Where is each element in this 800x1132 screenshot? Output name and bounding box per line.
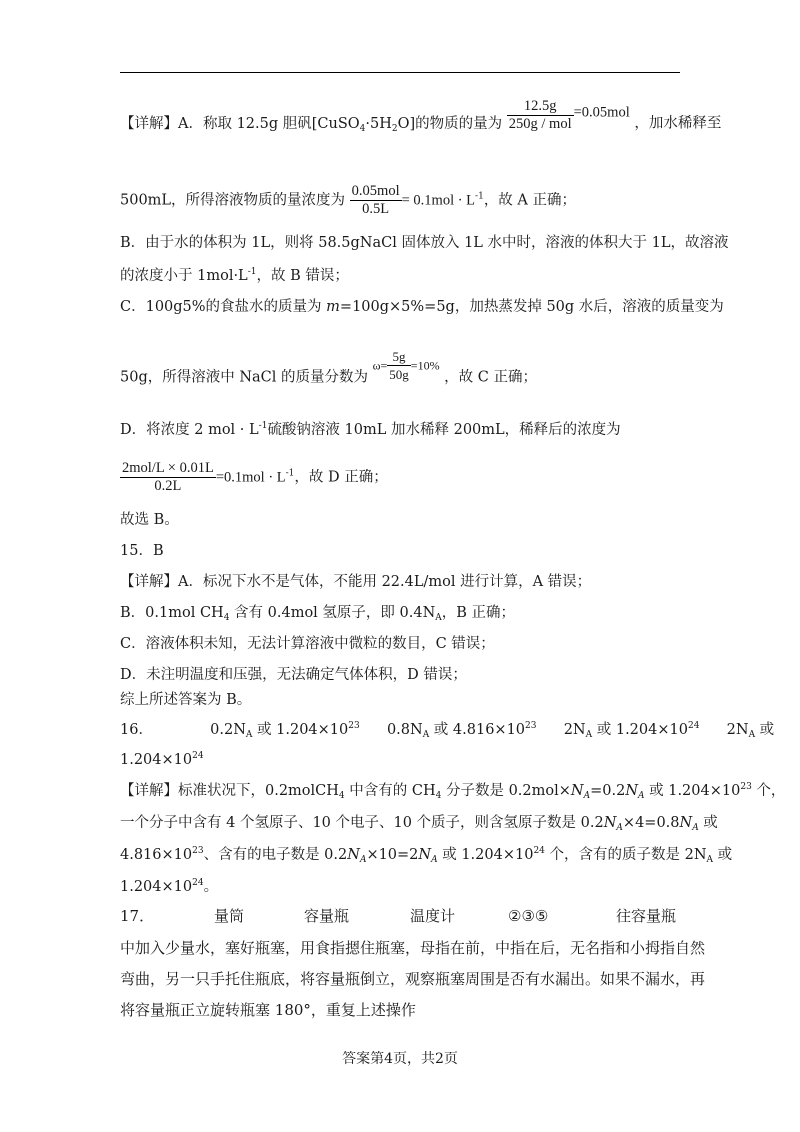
q14-line-a: 【详解】A．称取 12.5g 胆矾$[CuSO_4\cdot 5H_2O]$的物质的量为 $\frac{12.5g}{\text{250g / mol}}$ =0.05mol ，加水稀释至 (120, 98, 722, 134)
q17-line4: 将容量瓶正立旋转瓶塞 180°，重复上述操作 (120, 1001, 416, 1019)
q14-line-b1: B．由于水的体积为 1L，则将 58.5gNaCl 固体放入 1L 水中时，溶液的体积大于 1L，故溶液 (120, 235, 729, 251)
q14-line-c1: C．100g5%的食盐水的质量为 m=100g×5%=5g，加热蒸发掉 50g 水后，溶液的质量变为 (120, 299, 724, 315)
q14-line-d2: $\frac{\text{2mol/L × 0.01L}}{0.2L}$ $=0.1mol \cdot L^{-1}$，故 D 正确； (122, 460, 388, 494)
q17-line2: 中加入少量水，塞好瓶塞，用食指摁住瓶塞，母指在前，中指在后，无名指和小拇指自然 (120, 939, 706, 957)
q15-number: 15．B (120, 543, 164, 559)
q15-detail-c: C．溶液体积未知，无法计算溶液中微粒的数目，C 错误； (120, 636, 495, 652)
fraction-a2: $\frac{\text{0.05mol}}{0.5L}$ (351, 183, 400, 217)
q16-answers-line2: $1.204\times 10^{24}$ (120, 751, 204, 768)
q17-line3: 弯曲，另一只手托住瓶底，将容量瓶倒立，观察瓶塞周围是否有水漏出。如果不漏水，再 (120, 970, 706, 988)
q15-detail-b: B．0.1mol $CH_4$ 含有 0.4mol 氢原子，即 $0.4N_A$，B 正确； (120, 605, 516, 623)
q15-detail-a: 【详解】A．标况下水不是气体，不能用 22.4L/mol 进行计算，A 错误； (120, 574, 592, 590)
q16-detail-1: 【详解】标准状况下，0.2molCH$_4$ 中含有的 $CH_4$ 分子数是 $0.2mol\times N_A=0.2N_A$ 或 $1.204\times 10^{23}$ 个， (120, 782, 786, 801)
q14-conclusion: 故选 B。 (120, 512, 179, 528)
q14-line-a2: 500mL，所得溶液物质的量浓度为 $\frac{\text{0.05mol}}{0.5L}$ = $0.1mol \cdot L^{-1}$，故 A 正确； (120, 183, 577, 217)
q15-conclusion: 综上所述答案为 B。 (120, 692, 252, 708)
q16-answers: 16． $0.2N_A$ 或 $1.204\times 10^{23}$ $0.8N_A$ 或 $4.816\times 10^{23}$ $2N_A$ 或 $1.204\times 10^{24}$ $2N_A$ 或 (120, 721, 775, 740)
fraction-a: $\frac{12.5g}{\text{250g / mol}}$ (508, 98, 572, 132)
header-rule (120, 72, 680, 73)
q14-line-b2: 的浓度小于 $1mol\cdot L^{-1}$，故 B 错误； (120, 267, 349, 284)
q15-detail-d: D．未注明温度和压强，无法确定气体体积，D 错误； (120, 667, 467, 683)
fraction-d: $\frac{\text{2mol/L × 0.01L}}{0.2L}$ (122, 460, 214, 494)
page-footer: 答案第4页，共2页 (342, 1051, 458, 1067)
q16-detail-4: $1.204\times 10^{24}$。 (120, 878, 219, 895)
q14-line-c2: 50g，所得溶液中 NaCl 的质量分数为 ω= $\frac{5g}{50g}$ =10% ，故 C 正确； (120, 349, 537, 386)
fraction-c: $\frac{5g}{50g}$ (389, 349, 409, 382)
q16-detail-3: $4.816\times 10^{23}$、含有的电子数是 $0.2N_A\times 10=2N_A$ 或 $1.204\times 10^{24}$ 个，含有的质子数是 $2N_A$ 或 (120, 846, 733, 865)
q16-detail-2: 一个分子中含有 4 个氢原子、10 个电子、10 个质子，则含氢原子数是 $0.2N_A\times 4=0.8N_A$ 或 (120, 815, 718, 833)
q14-line-d1: D．将浓度 2 mol · $L^{-1}$硫酸钠溶液 10mL 加水稀释 200mL，稀释后的浓度为 (120, 421, 621, 438)
q17-answers: 17． 量筒 容量瓶 温度计 ②③⑤ 往容量瓶 (120, 907, 677, 925)
